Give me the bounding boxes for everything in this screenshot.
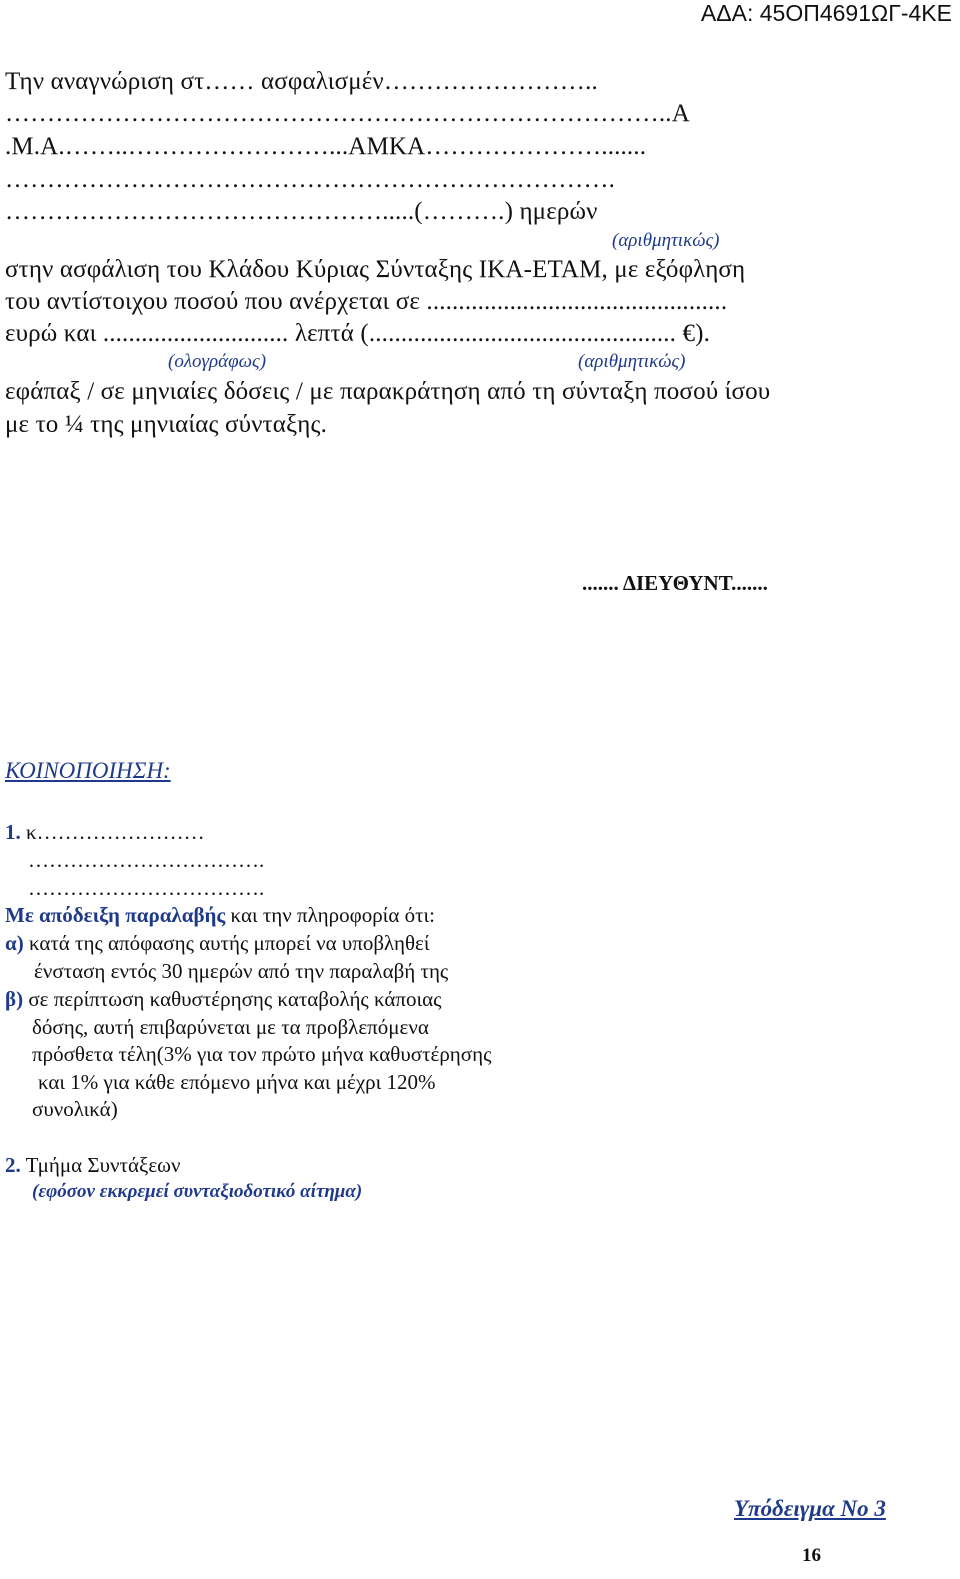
- body-line-3: .Μ.Α.……..……………………...ΑΜΚΑ………………….......: [5, 133, 647, 160]
- notification-item-2: [5, 1153, 180, 1178]
- clause-a-label: α): [5, 931, 24, 955]
- body-line-2: ……………………………………………………………………..Α: [5, 100, 690, 127]
- hint-arithmitikos-1: (αριθμητικώς): [612, 230, 720, 251]
- notification-heading-text: ΚΟΙΝΟΠΟΙΗΣΗ:: [5, 758, 171, 783]
- item-1-dots-3: …………………………….: [28, 876, 265, 900]
- template-label-text: Υπόδειγμα Νο 3: [734, 1496, 886, 1521]
- receipt-line: [5, 903, 435, 928]
- item-2-number: 2.: [5, 1153, 21, 1177]
- clause-b-line-2: δόσης, αυτή επιβαρύνεται με τα προβλεπόμενα: [32, 1015, 429, 1039]
- clause-b-label: β): [5, 987, 24, 1011]
- clause-b-line-3: πρόσθετα τέλη(3% για τον πρώτο μήνα καθυστέρησης: [32, 1042, 492, 1066]
- body-line-7: του αντίστοιχου ποσού που ανέρχεται σε ...............................................: [5, 288, 728, 315]
- clause-b-line-5: συνολικά): [32, 1097, 118, 1121]
- director-signature: ....... ΔΙΕΥΘΥΝΤ.......: [582, 571, 768, 595]
- notification-item-1: [5, 820, 205, 845]
- receipt-bold: Με απόδειξη παραλαβής: [5, 903, 226, 927]
- body-line-8: ευρώ και ............................. λεπτά (................................................ €).: [5, 320, 710, 347]
- clause-b-text-1: σε περίπτωση καθυστέρησης καταβολής κάποιας: [23, 987, 442, 1011]
- item-1-text: κ……………………: [20, 820, 205, 844]
- body-line-9: εφάπαξ / σε μηνιαίες δόσεις / με παρακράτηση από τη σύνταξη ποσού ίσου: [5, 378, 771, 405]
- page-number: 16: [802, 1545, 821, 1566]
- template-label: [734, 1496, 886, 1522]
- clause-b-line-4: και 1% για κάθε επόμενο μήνα και μέχρι 120%: [38, 1070, 436, 1094]
- clause-a-line-1: [5, 931, 430, 956]
- body-line-10: με το ¼ της μηνιαίας σύνταξης.: [5, 411, 327, 438]
- body-line-5: ……………………………………….....(……….) ημερών: [5, 198, 598, 225]
- item-1-number: 1.: [5, 820, 21, 844]
- item-2-note: (εφόσον εκκρεμεί συνταξιοδοτικό αίτημα): [32, 1181, 363, 1202]
- notification-heading: [5, 758, 171, 784]
- ada-code: ΑΔΑ: 45ΟΠ4691ΩΓ-4ΚΕ: [700, 0, 952, 26]
- clause-a-line-2: ένσταση εντός 30 ημερών από την παραλαβή της: [34, 959, 449, 983]
- receipt-rest: και την πληροφορία ότι:: [225, 903, 435, 927]
- body-line-6: στην ασφάλιση του Κλάδου Κύριας Σύνταξης ΙΚΑ-ΕΤΑΜ, με εξόφληση: [5, 256, 746, 283]
- hint-arithmitikos-2: (αριθμητικώς): [578, 351, 686, 372]
- body-line-4: ……………………………………………………………….: [5, 166, 615, 193]
- item-1-dots-2: …………………………….: [28, 848, 265, 872]
- clause-b-line-1: [5, 987, 441, 1012]
- clause-a-text-1: κατά της απόφασης αυτής μπορεί να υποβληθεί: [23, 931, 430, 955]
- body-line-1: Την αναγνώριση στ…… ασφαλισμέν……………………..: [5, 68, 598, 95]
- hint-olografos: (ολογράφως): [168, 351, 267, 372]
- item-2-text: Τμήμα Συντάξεων: [20, 1153, 181, 1177]
